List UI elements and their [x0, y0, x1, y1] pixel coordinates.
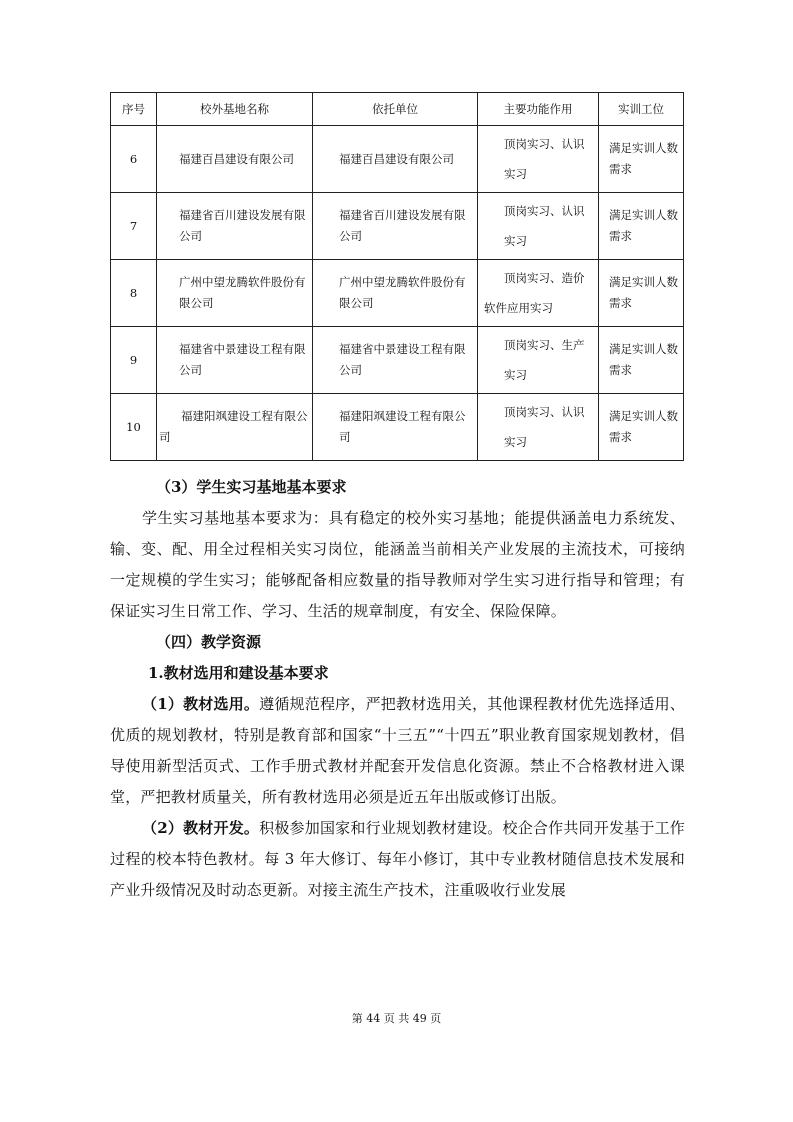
section4-subheading: 1.教材选用和建设基本要求 [148, 664, 329, 682]
table-header-row [111, 93, 684, 126]
body-text [110, 472, 685, 906]
row-function [478, 126, 599, 193]
row-function-line2: 软件应用实习 [484, 301, 553, 315]
textbook-development-paragraph [110, 813, 685, 906]
row-base-name: 福建阳飒建设工程有限公司 [157, 394, 313, 461]
section3-paragraph: 学生实习基地基本要求为：具有稳定的校外实习基地；能提供涵盖电力系统发、输、变、配、用全过程相关实习岗位，能涵盖当前相关产业发展的主流技术，可接纳一定规模的学生实习；能够配备相应数量的指导教师对学生实习进行指导和管理；有保证实习生日常工作、学习、生活的规章制度，有安全、保险保障。 [110, 509, 685, 620]
row-post: 满足实训人数需求 [599, 193, 684, 260]
row-no: 6 [111, 126, 157, 193]
row-function-line2: 实习 [504, 368, 527, 382]
row-function [478, 193, 599, 260]
table-row [111, 193, 684, 260]
row-base-name: 福建省中景建设工程有限公司 [157, 327, 313, 394]
row-function-line1: 顶岗实习、造价 [504, 271, 585, 285]
textbook-selection-body: 遵循规范程序，严把教材选用关，其他课程教材优先选择适用、优质的规划教材，特别是教育部和国家“十三五”“十四五”职业教育国家规划教材，倡导使用新型活页式、工作手册式教材并配套开发信息化资源。禁止不合格教材进入课堂，严把教材质量关，所有教材选用必须是近五年出版或修订出版。 [110, 695, 685, 806]
row-post: 满足实训人数需求 [599, 260, 684, 327]
row-function [478, 394, 599, 461]
header-no: 序号 [111, 93, 157, 126]
textbook-selection-lead: （1）教材选用。 [142, 695, 260, 713]
section3-heading: （3）学生实习基地基本要求 [156, 478, 347, 496]
table-row [111, 394, 684, 461]
row-unit: 福建省中景建设工程有限公司 [313, 327, 478, 394]
row-base-name: 福建百昌建设有限公司 [157, 126, 313, 193]
header-base-name: 校外基地名称 [157, 93, 313, 126]
row-function [478, 260, 599, 327]
row-function-line1: 顶岗实习、生产 [504, 338, 585, 352]
practice-base-table [110, 92, 684, 461]
textbook-development-body: 积极参加国家和行业规划教材建设。校企合作共同开发基于工作过程的校本特色教材。每 3 年大修订、每年小修订，其中专业教材随信息技术发展和产业升级情况及时动态更新。对接主流生产技术，注重吸收行业发展 [110, 819, 685, 899]
table-row [111, 327, 684, 394]
row-function-line1: 顶岗实习、认识 [504, 137, 585, 151]
row-unit: 福建百昌建设有限公司 [313, 126, 478, 193]
row-unit: 福建省百川建设发展有限公司 [313, 193, 478, 260]
row-post: 满足实训人数需求 [599, 394, 684, 461]
table-row [111, 260, 684, 327]
row-function-line1: 顶岗实习、认识 [504, 405, 585, 419]
row-no: 7 [111, 193, 157, 260]
row-base-name: 广州中望龙腾软件股份有限公司 [157, 260, 313, 327]
textbook-development-lead: （2）教材开发。 [142, 819, 260, 837]
row-function-line2: 实习 [504, 435, 527, 449]
row-no: 10 [111, 394, 157, 461]
section4-heading: （四）教学资源 [156, 633, 262, 651]
row-no: 9 [111, 327, 157, 394]
row-function [478, 327, 599, 394]
row-base-name: 福建省百川建设发展有限公司 [157, 193, 313, 260]
header-unit: 依托单位 [313, 93, 478, 126]
header-post: 实训工位 [599, 93, 684, 126]
row-function-line1: 顶岗实习、认识 [504, 204, 585, 218]
table-row [111, 126, 684, 193]
row-post: 满足实训人数需求 [599, 126, 684, 193]
header-function: 主要功能作用 [478, 93, 599, 126]
row-function-line2: 实习 [504, 167, 527, 181]
page-number: 第 44 页 共 49 页 [351, 1012, 442, 1025]
row-no: 8 [111, 260, 157, 327]
row-function-line2: 实习 [504, 234, 527, 248]
row-unit: 福建阳飒建设工程有限公司 [313, 394, 478, 461]
row-post: 满足实训人数需求 [599, 327, 684, 394]
textbook-selection-paragraph [110, 689, 685, 813]
row-unit: 广州中望龙腾软件股份有限公司 [313, 260, 478, 327]
